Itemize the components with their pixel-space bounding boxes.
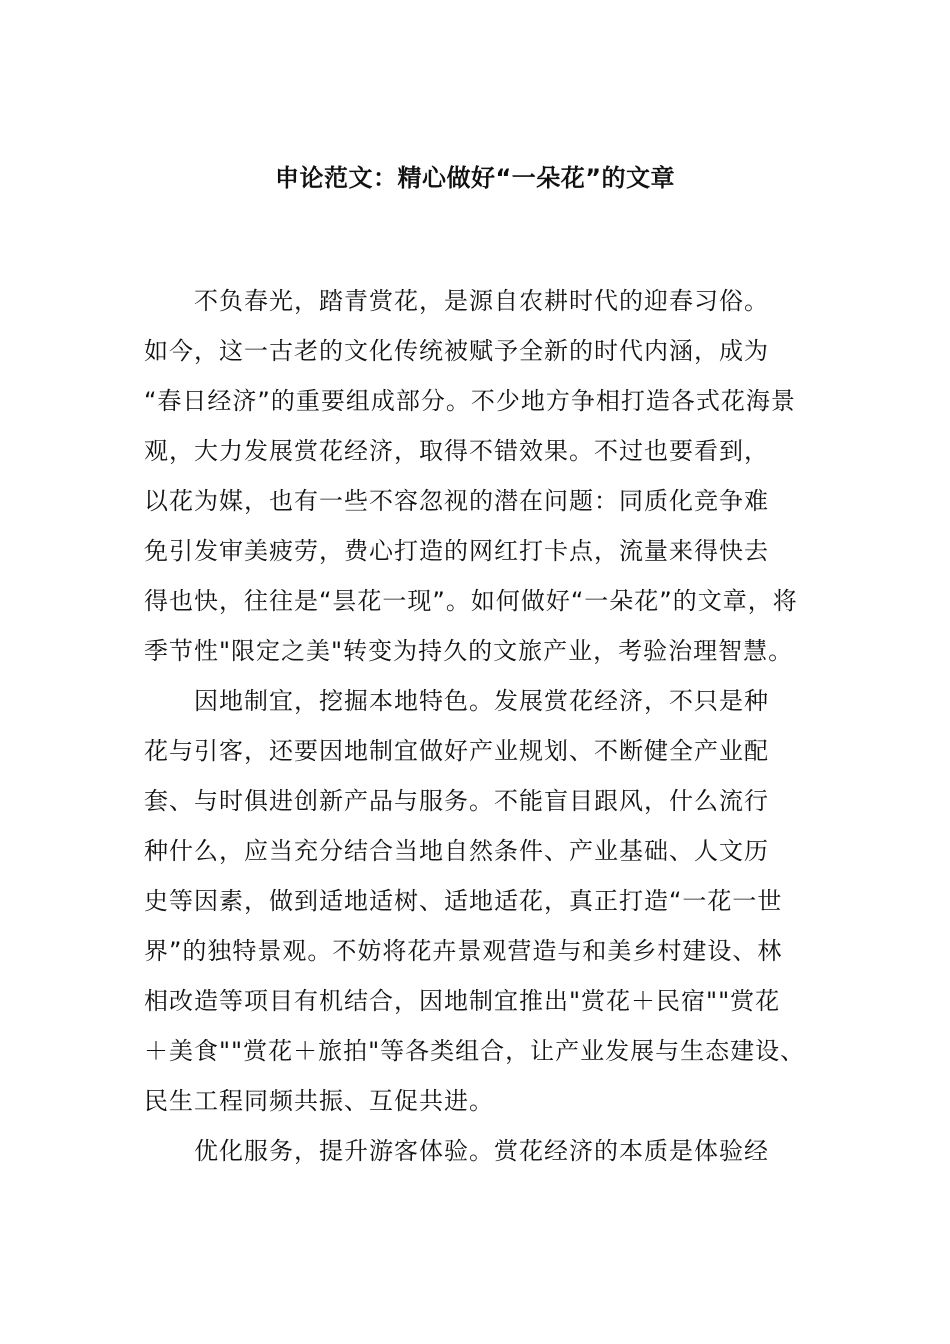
text-line: 套、与时俱进创新产品与服务。不能盲目跟风，什么流行 [144, 787, 769, 815]
text-line: 种什么，应当充分结合当地自然条件、产业基础、人文历 [144, 837, 769, 865]
text-line: 优化服务，提升游客体验。赏花经济的本质是体验经 [144, 1137, 769, 1165]
text-line: ＋美食""赏花＋旅拍"等各类组合，让产业发展与生态建设、 [144, 1037, 806, 1065]
text-line: 史等因素，做到适地适树、适地适花，真正打造“一花一世 [144, 887, 783, 915]
text-line: 季节性"限定之美"转变为持久的文旅产业，考验治理智慧。 [144, 637, 794, 665]
text-line: 得也快，往往是“昙花一现”。如何做好“一朵花”的文章，将 [144, 587, 798, 615]
text-line: 民生工程同频共振、互促共进。 [144, 1087, 494, 1115]
text-line: 如今，这一古老的文化传统被赋予全新的时代内涵，成为 [144, 337, 769, 365]
text-line: 以花为媒，也有一些不容忽视的潜在问题：同质化竞争难 [144, 487, 769, 515]
text-line: 界”的独特景观。不妨将花卉景观营造与和美乡村建设、林 [144, 937, 783, 965]
text-line: 花与引客，还要因地制宜做好产业规划、不断健全产业配 [144, 737, 769, 765]
text-line: 因地制宜，挖掘本地特色。发展赏花经济，不只是种 [144, 687, 769, 715]
text-line: “春日经济”的重要组成部分。不少地方争相打造各式花海景 [144, 387, 796, 415]
text-line: 相改造等项目有机结合，因地制宜推出"赏花＋民宿""赏花 [144, 987, 781, 1015]
document-body [144, 276, 824, 1176]
text-line: 观，大力发展赏花经济，取得不错效果。不过也要看到， [144, 437, 769, 465]
document-title: 申论范文：精心做好“一朵花”的文章 [274, 164, 676, 192]
text-line: 免引发审美疲劳，费心打造的网红打卡点，流量来得快去 [144, 537, 769, 565]
text-line: 不负春光，踏青赏花，是源自农耕时代的迎春习俗。 [144, 287, 769, 315]
